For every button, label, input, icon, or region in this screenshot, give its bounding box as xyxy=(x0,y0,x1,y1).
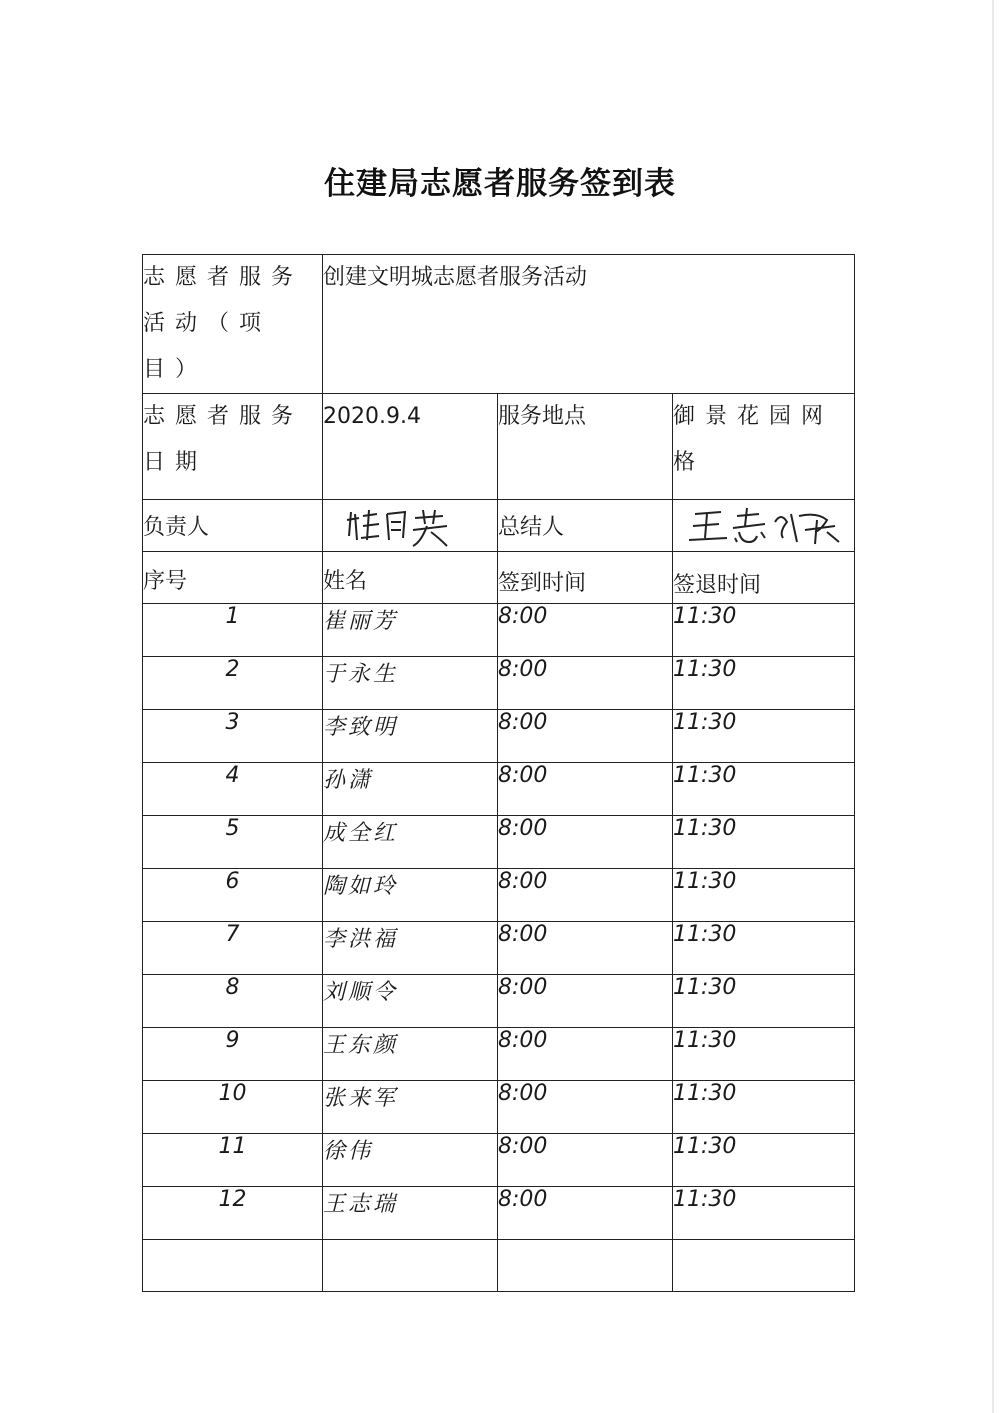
row-name: 李致明 xyxy=(323,710,498,763)
row-number: 2 xyxy=(143,657,323,710)
table-row xyxy=(143,975,855,1028)
date-value: 2020.9.4 xyxy=(323,394,498,500)
page-title: 住建局志愿者服务签到表 xyxy=(324,166,676,202)
row-sign-in: 8:00 xyxy=(498,869,673,922)
row-name: 成全红 xyxy=(323,816,498,869)
row-sign-in: 8:00 xyxy=(498,1134,673,1187)
col-header-no: 序号 xyxy=(143,552,323,604)
column-header-row xyxy=(143,552,855,604)
row-number: 4 xyxy=(143,763,323,816)
row-name: 孙潇 xyxy=(323,763,498,816)
col-header-sign-in: 签到时间 xyxy=(498,552,673,604)
leader-signature-mark xyxy=(343,502,463,550)
row-sign-out: 11:30 xyxy=(673,1187,855,1240)
project-value: 创建文明城志愿者服务活动 xyxy=(323,255,855,394)
summarizer-signature xyxy=(673,500,855,552)
table-row xyxy=(143,922,855,975)
row-sign-out: 11:30 xyxy=(673,710,855,763)
row-sign-out: 11:30 xyxy=(673,657,855,710)
leader-row xyxy=(143,500,855,552)
row-number: 10 xyxy=(143,1081,323,1134)
row-number: 5 xyxy=(143,816,323,869)
row-number: 6 xyxy=(143,869,323,922)
empty-cell xyxy=(143,1240,323,1292)
row-sign-in: 8:00 xyxy=(498,710,673,763)
row-sign-in: 8:00 xyxy=(498,763,673,816)
table-row xyxy=(143,657,855,710)
row-sign-in: 8:00 xyxy=(498,816,673,869)
row-name: 刘顺令 xyxy=(323,975,498,1028)
col-header-name: 姓名 xyxy=(323,552,498,604)
table-row xyxy=(143,1134,855,1187)
row-name: 崔丽芳 xyxy=(323,604,498,657)
sign-in-table xyxy=(142,254,855,1292)
row-sign-out: 11:30 xyxy=(673,1134,855,1187)
row-sign-out: 11:30 xyxy=(673,763,855,816)
row-sign-out: 11:30 xyxy=(673,816,855,869)
row-sign-in: 8:00 xyxy=(498,1187,673,1240)
scan-edge-line xyxy=(992,0,994,1413)
row-number: 9 xyxy=(143,1028,323,1081)
row-name: 王志瑞 xyxy=(323,1187,498,1240)
row-sign-out: 11:30 xyxy=(673,1081,855,1134)
row-sign-out: 11:30 xyxy=(673,869,855,922)
summarizer-signature-mark xyxy=(687,502,847,550)
row-sign-in: 8:00 xyxy=(498,604,673,657)
row-sign-in: 8:00 xyxy=(498,975,673,1028)
row-sign-out: 11:30 xyxy=(673,604,855,657)
table-row xyxy=(143,763,855,816)
row-name: 徐伟 xyxy=(323,1134,498,1187)
leader-label: 负责人 xyxy=(143,500,323,552)
table-row xyxy=(143,1187,855,1240)
row-sign-in: 8:00 xyxy=(498,657,673,710)
date-label: 志愿者服务日期 xyxy=(143,394,323,500)
location-value: 御景花园网格 xyxy=(673,394,855,500)
row-number: 11 xyxy=(143,1134,323,1187)
empty-row xyxy=(143,1240,855,1292)
row-sign-in: 8:00 xyxy=(498,1028,673,1081)
table-row xyxy=(143,1081,855,1134)
row-name: 陶如玲 xyxy=(323,869,498,922)
row-number: 1 xyxy=(143,604,323,657)
project-label: 志愿者服务活动（项目） xyxy=(143,255,323,394)
row-name: 李洪福 xyxy=(323,922,498,975)
row-name: 王东颜 xyxy=(323,1028,498,1081)
project-row xyxy=(143,255,855,394)
col-header-sign-out: 签退时间 xyxy=(673,552,855,604)
date-row xyxy=(143,394,855,500)
table-row xyxy=(143,710,855,763)
table-row xyxy=(143,869,855,922)
row-number: 12 xyxy=(143,1187,323,1240)
empty-cell xyxy=(323,1240,498,1292)
row-number: 7 xyxy=(143,922,323,975)
row-name: 于永生 xyxy=(323,657,498,710)
row-name: 张来军 xyxy=(323,1081,498,1134)
table-row xyxy=(143,1028,855,1081)
summarizer-label: 总结人 xyxy=(498,500,673,552)
empty-cell xyxy=(498,1240,673,1292)
row-sign-out: 11:30 xyxy=(673,1028,855,1081)
table-row xyxy=(143,816,855,869)
row-number: 3 xyxy=(143,710,323,763)
row-sign-out: 11:30 xyxy=(673,922,855,975)
row-sign-in: 8:00 xyxy=(498,1081,673,1134)
empty-cell xyxy=(673,1240,855,1292)
row-sign-out: 11:30 xyxy=(673,975,855,1028)
table-row xyxy=(143,604,855,657)
location-label: 服务地点 xyxy=(498,394,673,500)
leader-signature xyxy=(323,500,498,552)
row-sign-in: 8:00 xyxy=(498,922,673,975)
row-number: 8 xyxy=(143,975,323,1028)
